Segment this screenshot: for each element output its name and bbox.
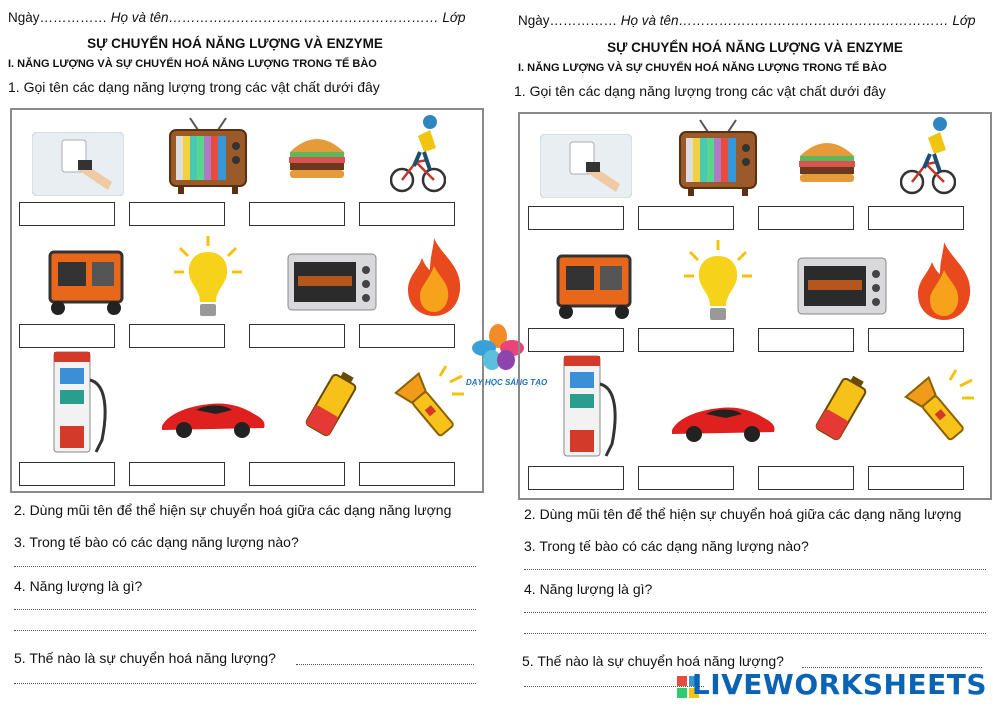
burger-icon [796, 136, 858, 184]
question-1: 1. Gọi tên các dạng năng lượng trong các vật chất dưới đây [8, 79, 380, 95]
plug-icon [540, 134, 632, 198]
class-label: Lớp [442, 10, 466, 25]
oven-icon [796, 256, 888, 318]
sports-car-icon [158, 392, 268, 440]
page-title: SỰ CHUYỂN HOÁ NĂNG LƯỢNG VÀ ENZYME [87, 36, 383, 51]
answer-box[interactable] [868, 328, 964, 352]
sports-car-icon [668, 396, 778, 444]
section-title: I. NĂNG LƯỢNG VÀ SỰ CHUYỂN HOÁ NĂNG LƯỢNG TRONG TẾ BÀO [518, 62, 887, 74]
answer-box[interactable] [359, 462, 455, 486]
burger-icon [286, 132, 348, 180]
answer-box[interactable] [638, 206, 734, 230]
worksheet-left [0, 0, 490, 707]
worksheet-right [510, 0, 999, 707]
answer-box[interactable] [868, 206, 964, 230]
answer-box[interactable] [359, 324, 455, 348]
fuel-pump-icon [560, 354, 626, 460]
answer-line[interactable] [14, 630, 476, 631]
answer-box[interactable] [19, 462, 115, 486]
fuel-pump-icon [50, 350, 116, 456]
answer-box[interactable] [638, 466, 734, 490]
answer-box[interactable] [359, 202, 455, 226]
answer-box[interactable] [249, 462, 345, 486]
cyclist-icon [900, 114, 956, 202]
flashlight-icon [896, 368, 976, 448]
oven-icon [286, 252, 378, 314]
name-label: Họ và tên…………………………………………………… [110, 10, 439, 25]
cyclist-icon [390, 112, 446, 200]
question-5: 5. Thế nào là sự chuyển hoá năng lượng? [14, 650, 276, 666]
generator-icon [552, 250, 636, 322]
question-1: 1. Gọi tên các dạng năng lượng trong các vật chất dưới đây [514, 83, 886, 99]
battery-icon [304, 368, 358, 442]
page-title: SỰ CHUYỂN HOÁ NĂNG LƯỢNG VÀ ENZYME [607, 40, 903, 55]
liveworksheets-watermark: LIVEWORKSHEETS [691, 668, 987, 701]
question-2: 2. Dùng mũi tên để thể hiện sự chuyển hoá giữa các dạng năng lượng [524, 506, 962, 522]
question-2: 2. Dùng mũi tên để thể hiện sự chuyển hoá giữa các dạng năng lượng [14, 502, 452, 518]
television-icon [168, 116, 248, 196]
answer-line[interactable] [14, 566, 476, 567]
answer-box[interactable] [129, 324, 225, 348]
answer-box[interactable] [249, 202, 345, 226]
answer-box[interactable] [758, 328, 854, 352]
battery-icon [814, 372, 868, 446]
light-bulb-icon [684, 240, 752, 328]
answer-box[interactable] [758, 206, 854, 230]
question-3: 3. Trong tế bào có các dạng năng lượng nào? [14, 534, 299, 550]
answer-line[interactable] [14, 683, 476, 684]
answer-box[interactable] [758, 466, 854, 490]
center-logo-text: DẠY HỌC SÁNG TẠO [466, 378, 548, 387]
header-line [8, 10, 466, 25]
answer-line[interactable] [14, 609, 476, 610]
plug-icon [32, 132, 124, 196]
header-line [518, 13, 976, 28]
answer-box[interactable] [19, 202, 115, 226]
date-label: Ngày…………… [518, 13, 618, 28]
section-title: I. NĂNG LƯỢNG VÀ SỰ CHUYỂN HOÁ NĂNG LƯỢNG TRONG TẾ BÀO [8, 58, 377, 70]
question-3: 3. Trong tế bào có các dạng năng lượng nào? [524, 538, 809, 554]
question-4: 4. Năng lượng là gì? [524, 581, 653, 597]
light-bulb-icon [174, 236, 242, 324]
name-label: Họ và tên…………………………………………………… [620, 13, 949, 28]
generator-icon [44, 246, 128, 318]
answer-line[interactable] [524, 633, 986, 634]
fire-icon [914, 240, 974, 322]
question-4: 4. Năng lượng là gì? [14, 578, 143, 594]
answer-box[interactable] [528, 206, 624, 230]
answer-box[interactable] [129, 202, 225, 226]
answer-box[interactable] [638, 328, 734, 352]
television-icon [678, 118, 758, 198]
answer-line[interactable] [296, 664, 474, 665]
answer-box[interactable] [129, 462, 225, 486]
class-label: Lớp [952, 13, 976, 28]
answer-line[interactable] [524, 612, 986, 613]
date-label: Ngày…………… [8, 10, 108, 25]
answer-box[interactable] [528, 466, 624, 490]
answer-box[interactable] [249, 324, 345, 348]
question-5: 5. Thế nào là sự chuyển hoá năng lượng? [522, 653, 784, 669]
answer-line[interactable] [524, 569, 986, 570]
answer-box[interactable] [19, 324, 115, 348]
fire-icon [404, 236, 464, 318]
flashlight-icon [386, 364, 466, 444]
answer-box[interactable] [868, 466, 964, 490]
answer-box[interactable] [528, 328, 624, 352]
